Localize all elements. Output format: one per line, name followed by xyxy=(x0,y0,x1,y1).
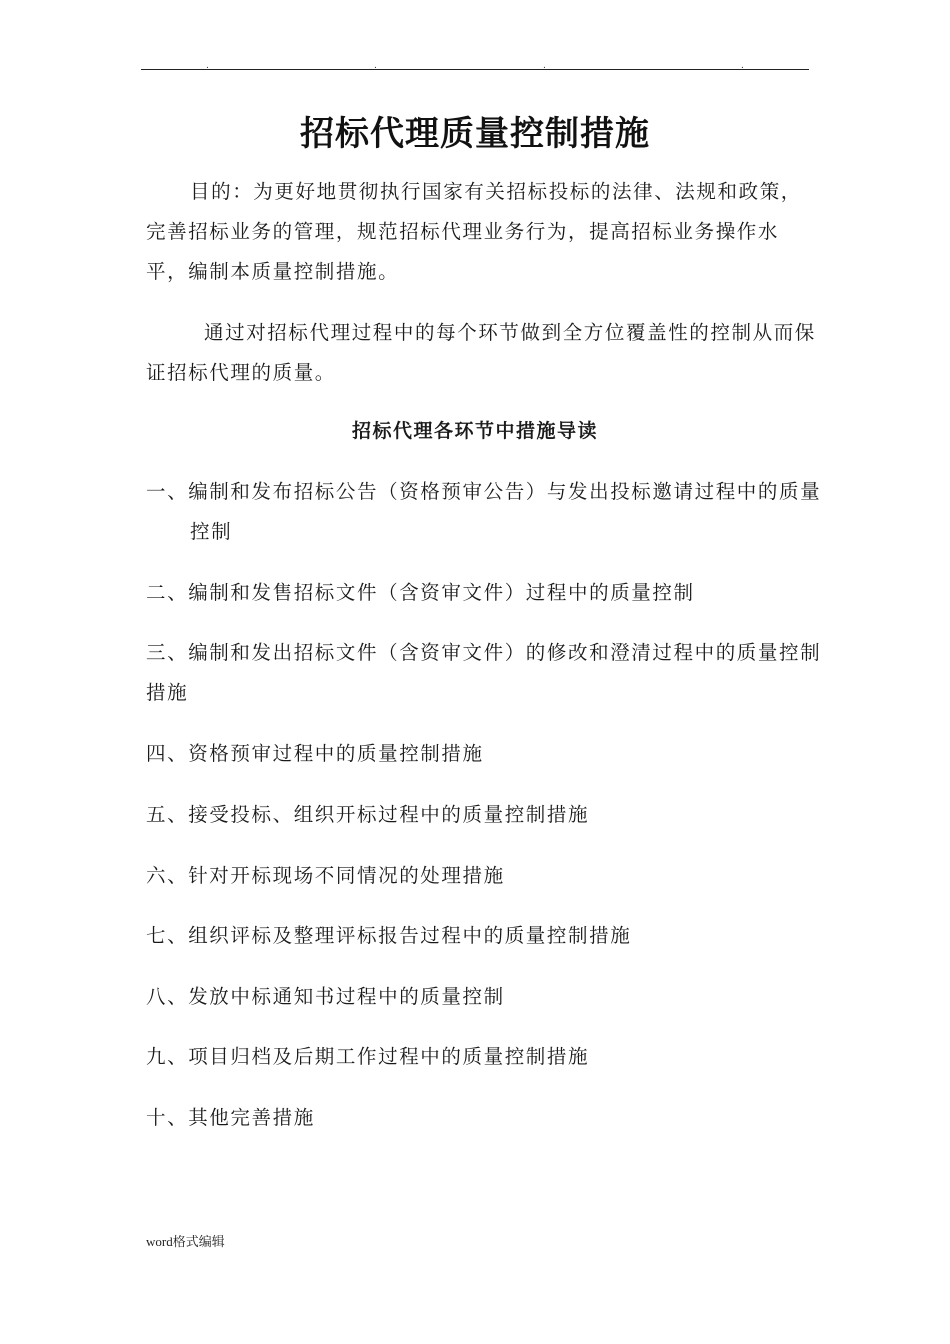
intro-paragraph-purpose: 目的：为更好地贯彻执行国家有关招标投标的法律、法规和政策，完善招标业务的管理，规范招标代理业务行为，提高招标业务操作水平，编制本质量控制措施。 xyxy=(146,180,802,283)
section-item: 三、编制和发出招标文件（含资审文件）的修改和澄清过程中的质量控制措施 xyxy=(146,641,822,704)
header-mark: . xyxy=(741,61,744,71)
section-item: 十、其他完善措施 xyxy=(146,1106,315,1129)
section-item: 二、编制和发售招标文件（含资审文件）过程中的质量控制 xyxy=(146,581,695,604)
header-mark: . xyxy=(543,61,546,71)
section-item: 七、组织评标及整理评标报告过程中的质量控制措施 xyxy=(146,924,632,947)
section-item: 一、编制和发布招标公告（资格预审公告）与发出投标邀请过程中的质量控制 xyxy=(146,480,822,543)
page-footer: word格式编辑 xyxy=(146,1234,225,1249)
header-mark: . xyxy=(374,61,377,71)
header-rule xyxy=(141,69,809,70)
section-item: 九、项目归档及后期工作过程中的质量控制措施 xyxy=(146,1045,590,1068)
section-item: 四、资格预审过程中的质量控制措施 xyxy=(146,742,484,765)
intro-paragraph-scope: 通过对招标代理过程中的每个环节做到全方位覆盖性的控制从而保证招标代理的质量。 xyxy=(146,321,816,384)
section-item: 八、发放中标通知书过程中的质量控制 xyxy=(146,985,505,1008)
header-mark: . xyxy=(206,61,209,71)
section-item: 六、针对开标现场不同情况的处理措施 xyxy=(146,864,505,887)
guide-title: 招标代理各环节中措施导读 xyxy=(351,420,598,442)
section-item: 五、接受投标、组织开标过程中的质量控制措施 xyxy=(146,803,590,826)
document-title: 招标代理质量控制措施 xyxy=(300,113,650,154)
